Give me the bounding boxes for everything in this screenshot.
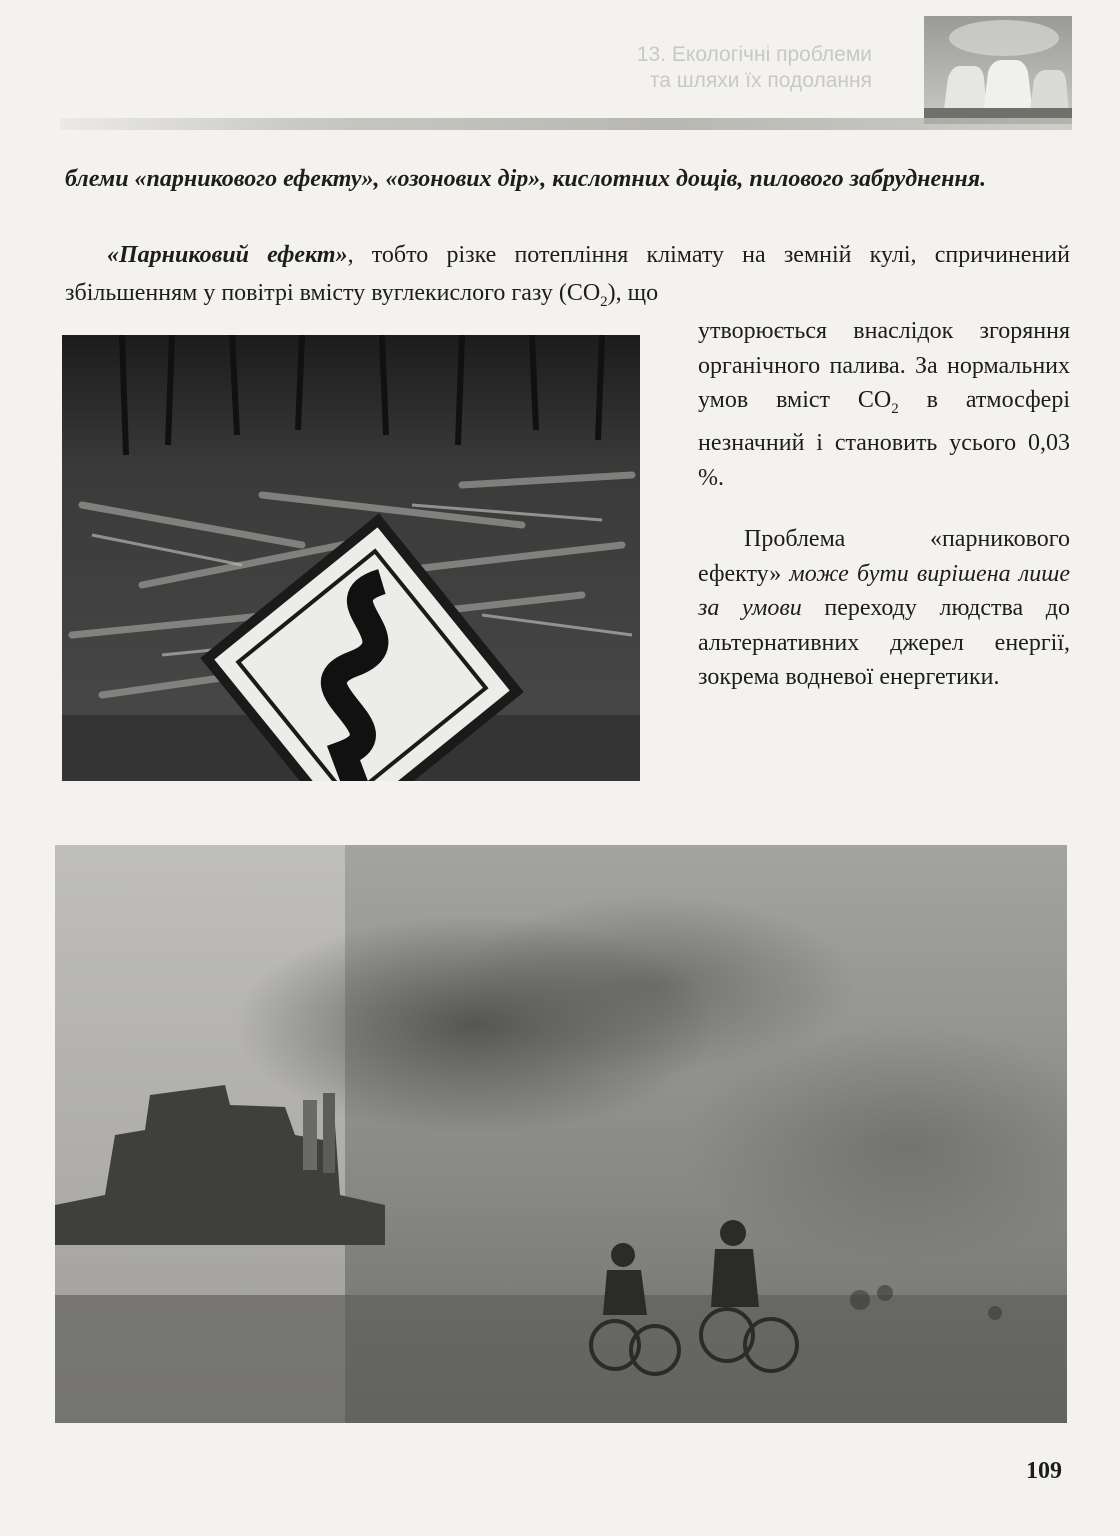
co2-subscript: 2 <box>600 293 608 310</box>
section-title <box>637 42 872 94</box>
paragraph-greenhouse-text: , тобто різке потепління клімату на земній кулі, спричинений збільшенням у повітрі вмісту вуглекислого газу (CO <box>65 242 1070 306</box>
paragraph-greenhouse-tail: ), що <box>607 280 659 306</box>
paragraph-solution-em: може бути вирішена лише за умови <box>698 560 1070 621</box>
page-number: 109 <box>1026 1458 1062 1484</box>
paragraph-co2-tail: в атмосфері незначний і становить усього 0,03 %. <box>698 387 1070 491</box>
paragraph-solution-tail: переходу людства до альтернативних джерел енергії, зокрема водневої енергетики. <box>698 595 1070 690</box>
section-title-line2: та шляхи їх подолання <box>649 69 872 92</box>
paragraph-solution <box>698 522 1070 695</box>
page-header <box>0 0 1120 135</box>
paragraph-greenhouse <box>65 236 1070 321</box>
paragraph-co2-content <box>698 314 1070 495</box>
smog-factory-cyclists-photo <box>55 845 1067 1423</box>
deforestation-road-sign-photo <box>62 335 640 781</box>
term-greenhouse-effect: «Парниковий ефект» <box>107 242 348 268</box>
paragraph-solution-text: Проблема «парникового ефекту» <box>698 526 1070 587</box>
paragraph-co2-text: утворюється внаслідок згоряння органічного палива. За нормальних умов вміст CO <box>698 318 1070 413</box>
co2-subscript-2: 2 <box>891 400 899 417</box>
cooling-towers-icon <box>924 16 1072 124</box>
section-title-line1: 13. Екологічні проблеми <box>636 43 872 66</box>
paragraph-continuation: блеми «парникового ефекту», «озонових дір», кислотних дощів, пилового забруднення. <box>65 166 987 192</box>
header-rule <box>60 118 1072 130</box>
